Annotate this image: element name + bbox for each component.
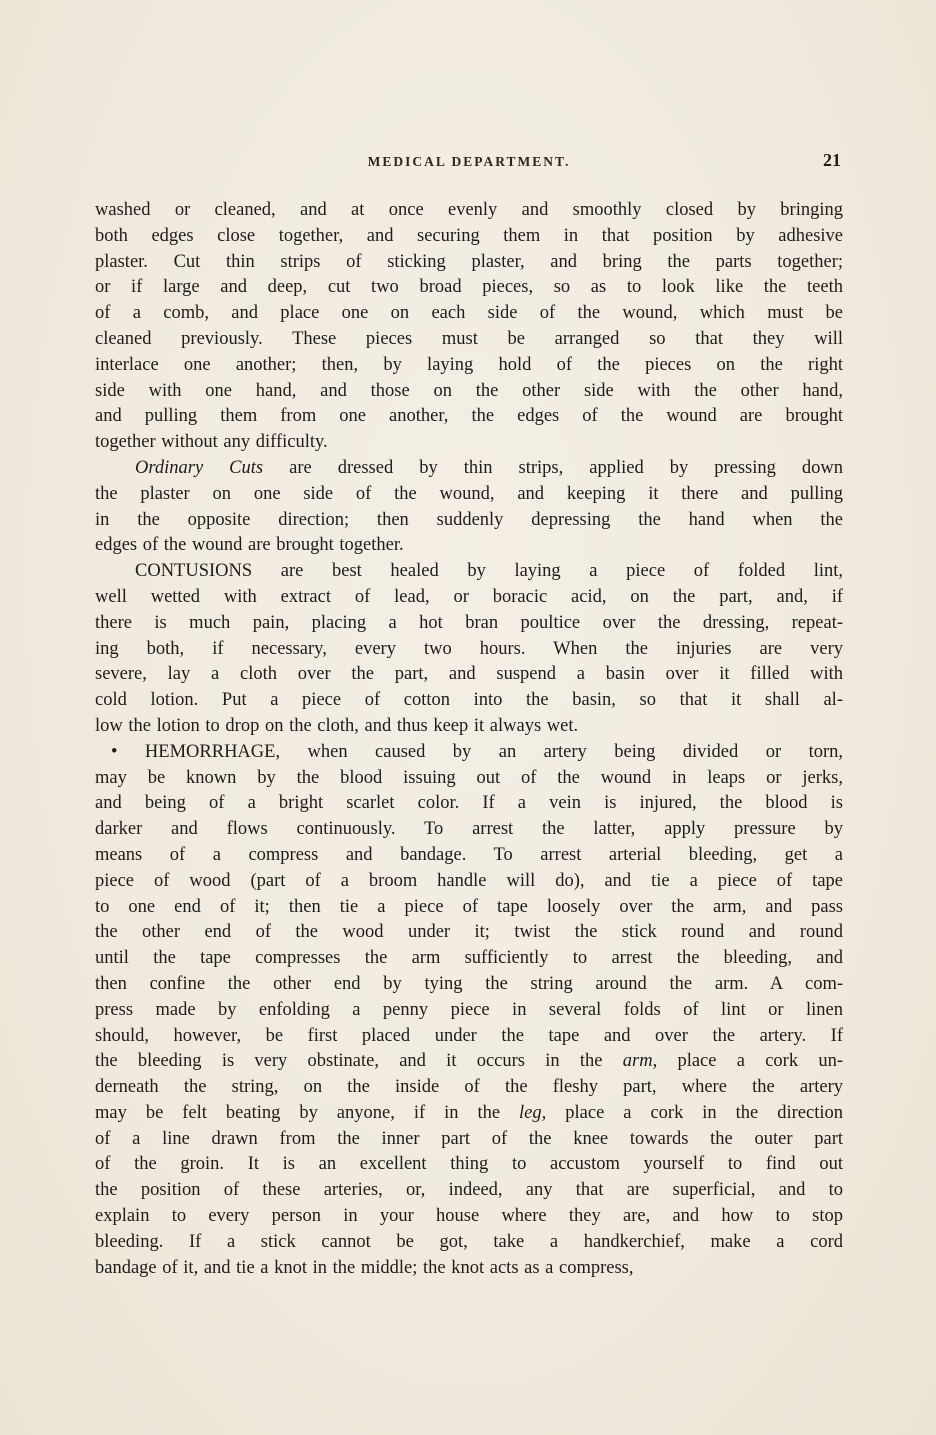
- text-line: darker and flows continuously. To arrest the latter, apply pressure by: [95, 819, 843, 840]
- text-line: the plaster on one side of the wound, and keeping it there and pulling: [95, 483, 843, 504]
- text-block: [95, 198, 843, 1281]
- text-line: the position of these arteries, or, indeed, any that are superficial, and to: [95, 1180, 843, 1201]
- text-line: means of a compress and bandage. To arrest arterial bleeding, get a: [95, 844, 843, 865]
- text-line: • HEMORRHAGE, when caused by an artery being divided or torn,: [111, 741, 843, 762]
- text-line: explain to every person in your house where they are, and how to stop: [95, 1206, 843, 1227]
- text-line: until the tape compresses the arm sufficiently to arrest the bleeding, and: [95, 948, 843, 969]
- paragraph: [95, 198, 843, 456]
- page-content: [95, 150, 843, 1281]
- text-line: the other end of the wood under it; twist the stick round and round: [95, 922, 843, 943]
- text-line: or if large and deep, cut two broad pieces, so as to look like the teeth: [95, 277, 843, 298]
- text-line: ing both, if necessary, every two hours. When the injuries are very: [95, 638, 843, 659]
- text-line: of a line drawn from the inner part of the knee towards the outer part: [95, 1128, 843, 1149]
- text-line: plaster. Cut thin strips of sticking plaster, and bring the parts together;: [95, 251, 843, 272]
- text-line: may be felt beating by anyone, if in the leg, place a cork in the direction: [95, 1102, 843, 1123]
- text-line: washed or cleaned, and at once evenly and smoothly closed by bringing: [95, 200, 843, 220]
- paragraph: [95, 559, 843, 740]
- text-line: bandage of it, and tie a knot in the middle; the knot acts as a compress,: [95, 1257, 634, 1278]
- text-line: and pulling them from one another, the edges of the wound are brought: [95, 406, 843, 427]
- text-line: interlace one another; then, by laying hold of the pieces on the right: [95, 354, 843, 375]
- text-line: piece of wood (part of a broom handle will do), and tie a piece of tape: [95, 870, 843, 891]
- running-header: [95, 150, 843, 174]
- paragraph: [95, 456, 843, 559]
- page-title: MEDICAL DEPARTMENT.: [367, 154, 571, 169]
- text-line: side with one hand, and those on the other side with the other hand,: [95, 380, 843, 401]
- text-line: of the groin. It is an excellent thing to accustom yourself to find out: [95, 1154, 843, 1175]
- text-line: CONTUSIONS are best healed by laying a piece of folded lint,: [135, 561, 843, 582]
- paragraph: [95, 740, 843, 1282]
- text-line: cleaned previously. These pieces must be arranged so that they will: [95, 328, 843, 349]
- text-line: then confine the other end by tying the string around the arm. A com-: [95, 973, 843, 994]
- text-line: well wetted with extract of lead, or boracic acid, on the part, and, if: [95, 586, 843, 607]
- text-line: severe, lay a cloth over the part, and suspend a basin over it filled with: [95, 664, 843, 685]
- text-line: Ordinary Cuts are dressed by thin strips, applied by pressing down: [135, 457, 843, 478]
- text-line: may be known by the blood issuing out of the wound in leaps or jerks,: [95, 767, 843, 788]
- text-line: there is much pain, placing a hot bran poultice over the dressing, repeat-: [95, 612, 843, 633]
- text-line: press made by enfolding a penny piece in several folds of lint or linen: [95, 999, 843, 1020]
- text-line: in the opposite direction; then suddenly depressing the hand when the: [95, 509, 843, 530]
- page-number: 21: [823, 150, 841, 170]
- text-line: derneath the string, on the inside of the fleshy part, where the artery: [95, 1077, 843, 1098]
- text-line: together without any difficulty.: [95, 432, 328, 453]
- text-line: cold lotion. Put a piece of cotton into the basin, so that it shall al-: [95, 690, 843, 711]
- text-line: edges of the wound are brought together.: [95, 535, 404, 556]
- text-line: should, however, be first placed under the tape and over the artery. If: [95, 1025, 843, 1046]
- text-line: bleeding. If a stick cannot be got, take a handkerchief, make a cord: [95, 1231, 843, 1252]
- text-line: and being of a bright scarlet color. If a vein is injured, the blood is: [95, 793, 843, 814]
- text-line: low the lotion to drop on the cloth, and thus keep it always wet.: [95, 715, 579, 736]
- text-line: both edges close together, and securing them in that position by adhesive: [95, 225, 843, 246]
- text-line: to one end of it; then tie a piece of tape loosely over the arm, and pass: [95, 896, 843, 917]
- text-line: of a comb, and place one on each side of the wound, which must be: [95, 303, 843, 324]
- text-line: the bleeding is very obstinate, and it occurs in the arm, place a cork un-: [95, 1051, 843, 1072]
